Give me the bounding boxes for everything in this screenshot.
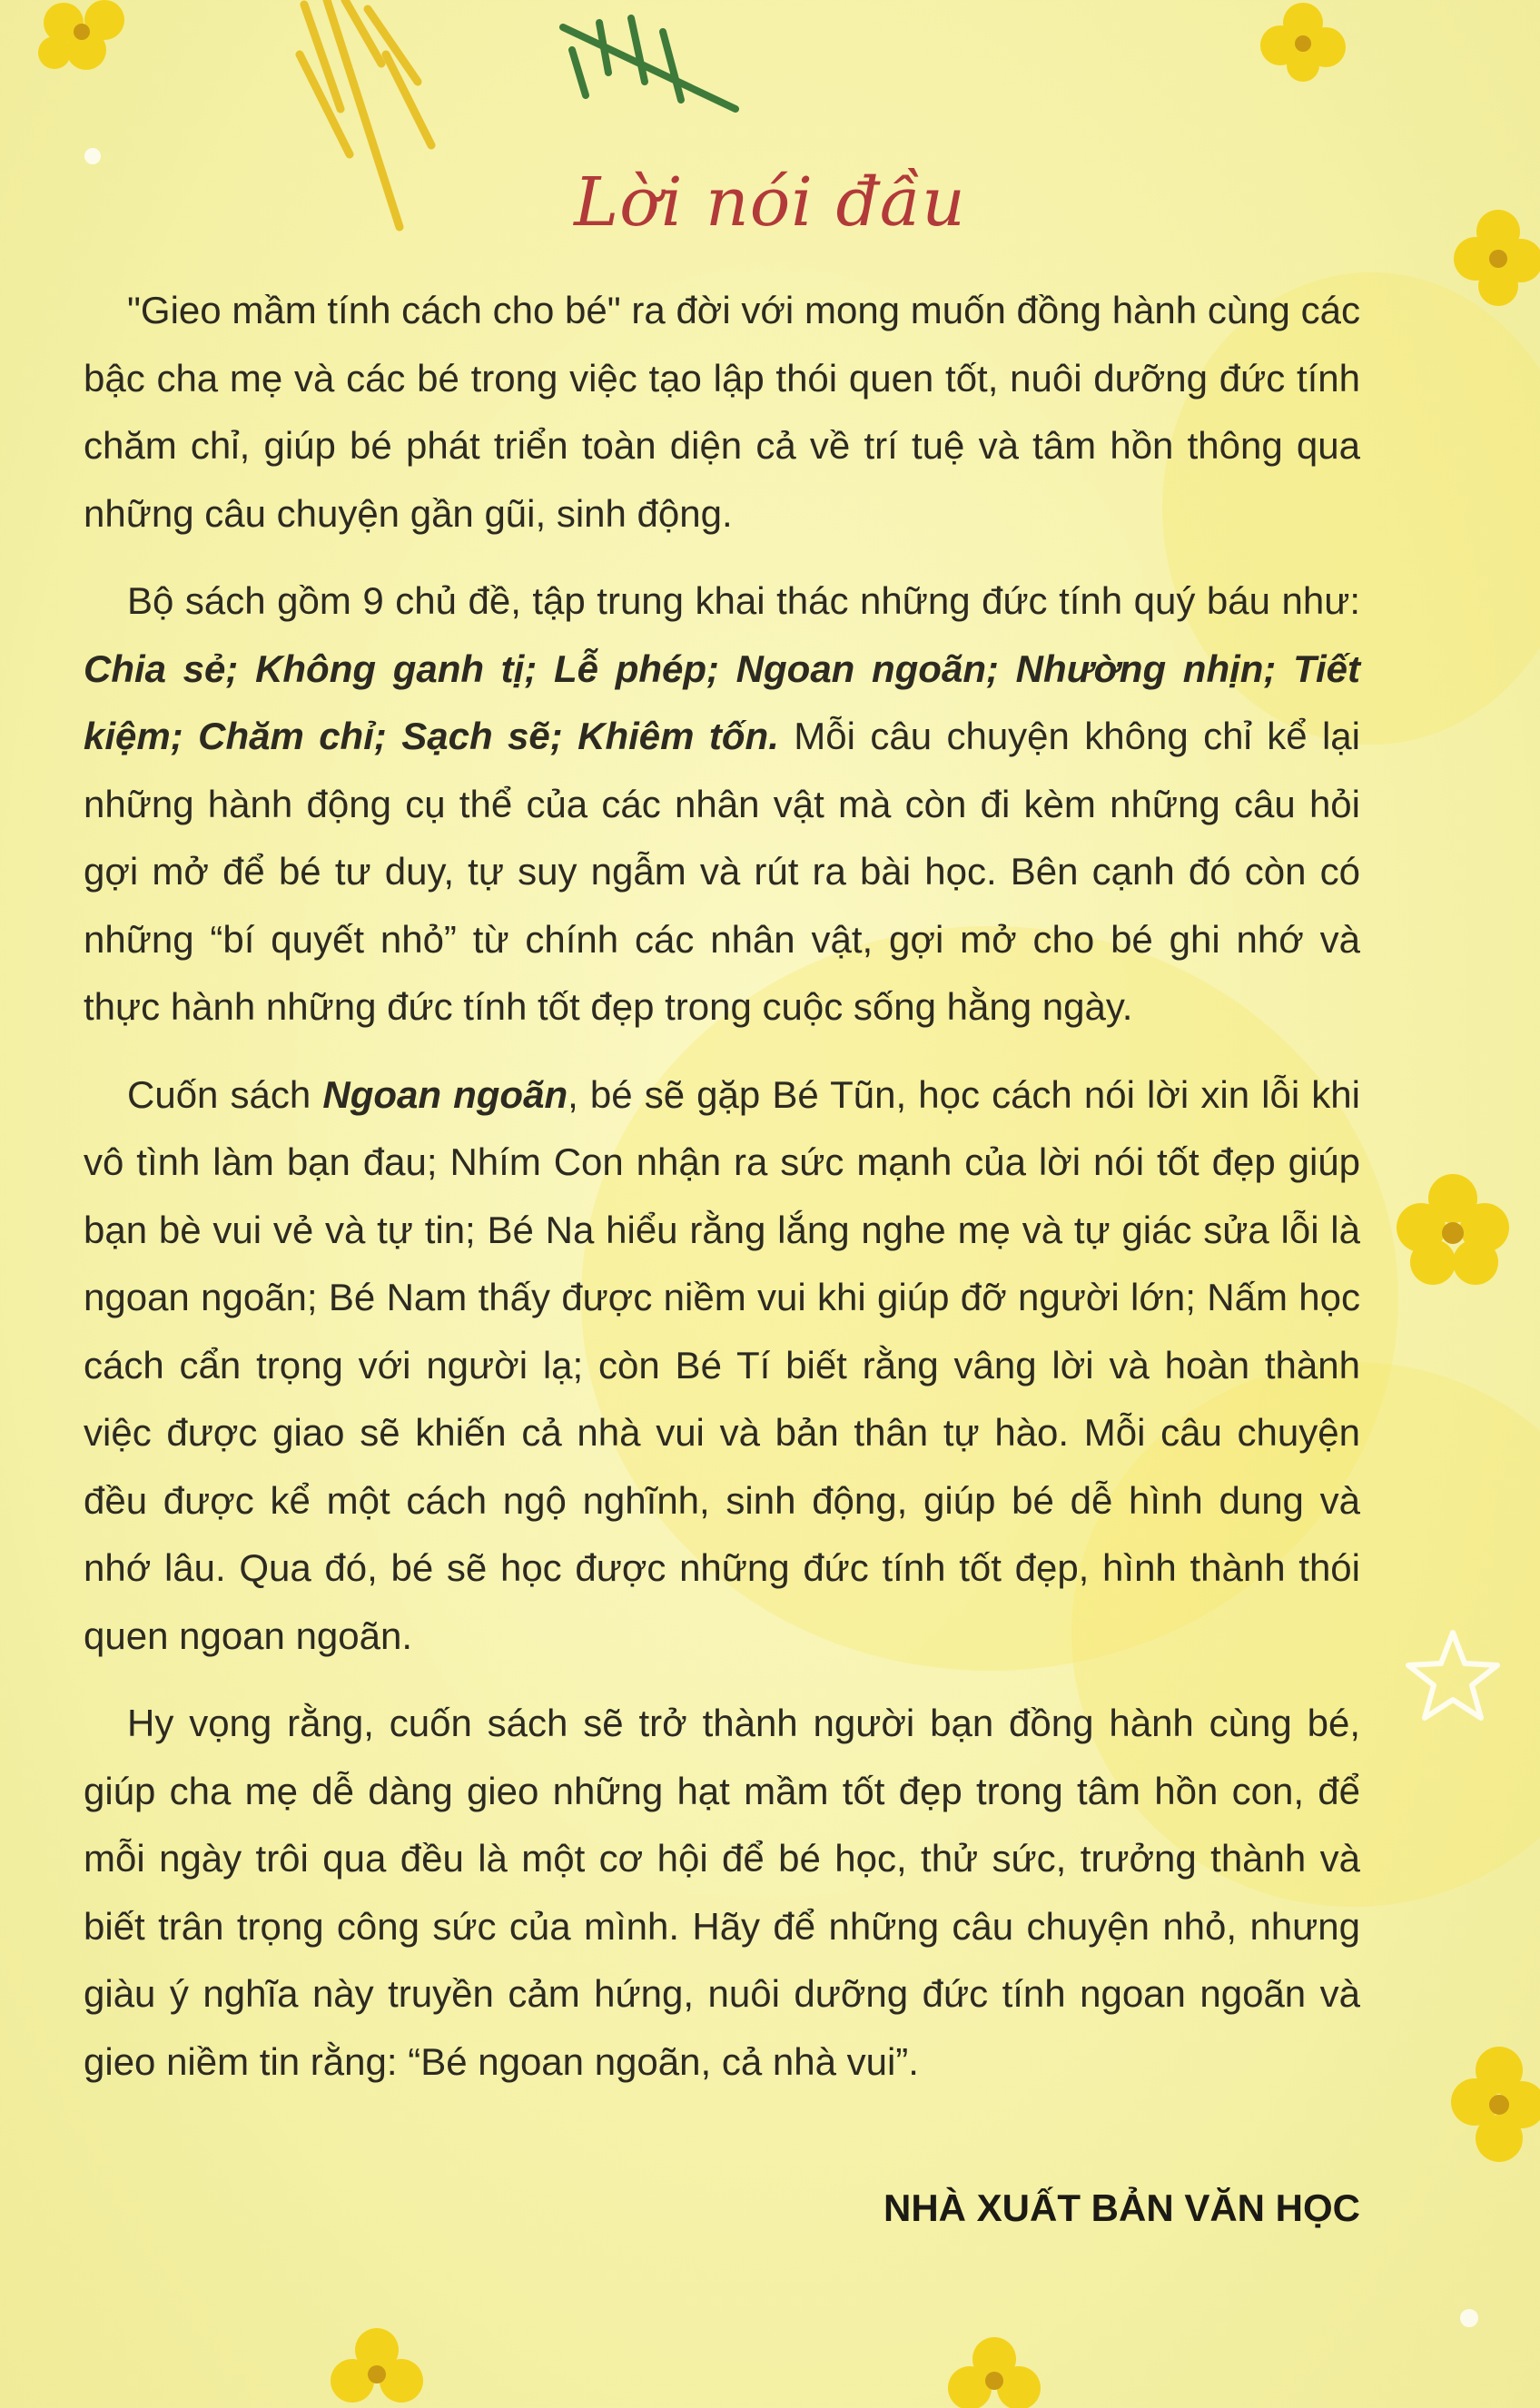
paragraph-3: [84, 1061, 1360, 1671]
publisher-name: NHÀ XUẤT BẢN VĂN HỌC: [884, 2186, 1360, 2229]
star-outline-icon: [1403, 1625, 1503, 1725]
dot-decoration: [1457, 2306, 1481, 2330]
yellow-flower-icon: [36, 0, 136, 73]
paragraph-2-rest: Mỗi câu chuyện không chỉ kể lại những hành động cụ thể của các nhân vật mà còn đi kèm những câu hỏi gợi mở để bé tư duy, tự suy ngẫm và rút ra bài học. Bên cạnh đó còn có những “bí quyết nhỏ” từ chính các nhân vật, gợi mở cho bé ghi nhớ và thực hành những đức tính tốt đẹp trong cuộc sống hằng ngày.: [84, 715, 1360, 1028]
body-text: [84, 277, 1360, 2116]
paragraph-4: Hy vọng rằng, cuốn sách sẽ trở thành người bạn đồng hành cùng bé, giúp cha mẹ dễ dàng gieo những hạt mầm tốt đẹp trong tâm hồn con, để mỗi ngày trôi qua đều là một cơ hội để bé học, thử sức, trưởng thành và biết trân trọng công sức của mình. Hãy để những câu chuyện nhỏ, nhưng giàu ý nghĩa này truyền cảm hứng, nuôi dưỡng đức tính ngoan ngoãn và gieo niềm tin rằng: “Bé ngoan ngoãn, cả nhà vui”.: [84, 1702, 1360, 2083]
paragraph-3-book-title: Ngoan ngoãn: [322, 1072, 568, 1116]
green-leaves-icon: [545, 9, 763, 127]
yellow-flower-icon: [327, 2324, 427, 2408]
paragraph-2: [84, 567, 1360, 1041]
paragraph-2-intro: Bộ sách gồm 9 chủ đề, tập trung khai thác những đức tính quý báu như:: [127, 579, 1360, 622]
paragraph-2-virtues: Chia sẻ; Không ganh tị; Lễ phép; Ngoan ngoãn; Nhường nhịn; Tiết kiệm; Chăm chỉ; Sạch sẽ; Khiêm tốn.: [84, 646, 1360, 757]
paragraph-3-intro: Cuốn sách: [127, 1072, 323, 1116]
paragraph-3-rest: , bé sẽ gặp Bé Tũn, học cách nói lời xin lỗi khi vô tình làm bạn đau; Nhím Con nhận ra sức mạnh của lời nói tốt đẹp giúp bạn bè vui vẻ và tự tin; Bé Na hiểu rằng lắng nghe mẹ và tự giác sửa lỗi là ngoan ngoãn; Bé Nam thấy được niềm vui khi giúp đỡ người lớn; Nấm học cách cẩn trọng với người lạ; còn Bé Tí biết rằng vâng lời và hoàn thành việc được giao sẽ khiến cả nhà vui và bản thân tự hào. Mỗi câu chuyện đều được kể một cách ngộ nghĩnh, sinh động, giúp bé dễ hình dung và nhớ lâu. Qua đó, bé sẽ học được những đức tính tốt đẹp, hình thành thói quen ngoan ngoãn.: [84, 1072, 1360, 1657]
yellow-flower-icon: [1449, 2043, 1540, 2170]
yellow-flower-icon: [1253, 0, 1353, 82]
yellow-flower-icon: [944, 2334, 1044, 2408]
yellow-flower-icon: [1389, 1171, 1516, 1289]
paragraph-1: "Gieo mầm tính cách cho bé" ra đời với mong muốn đồng hành cùng các bậc cha mẹ và các bé trong việc tạo lập thói quen tốt, nuôi dưỡng đức tính chăm chỉ, giúp bé phát triển toàn diện cả về trí tuệ và tâm hồn thông qua những câu chuyện gần gũi, sinh động.: [84, 289, 1360, 535]
page-title: Lời nói đầu: [574, 163, 966, 242]
